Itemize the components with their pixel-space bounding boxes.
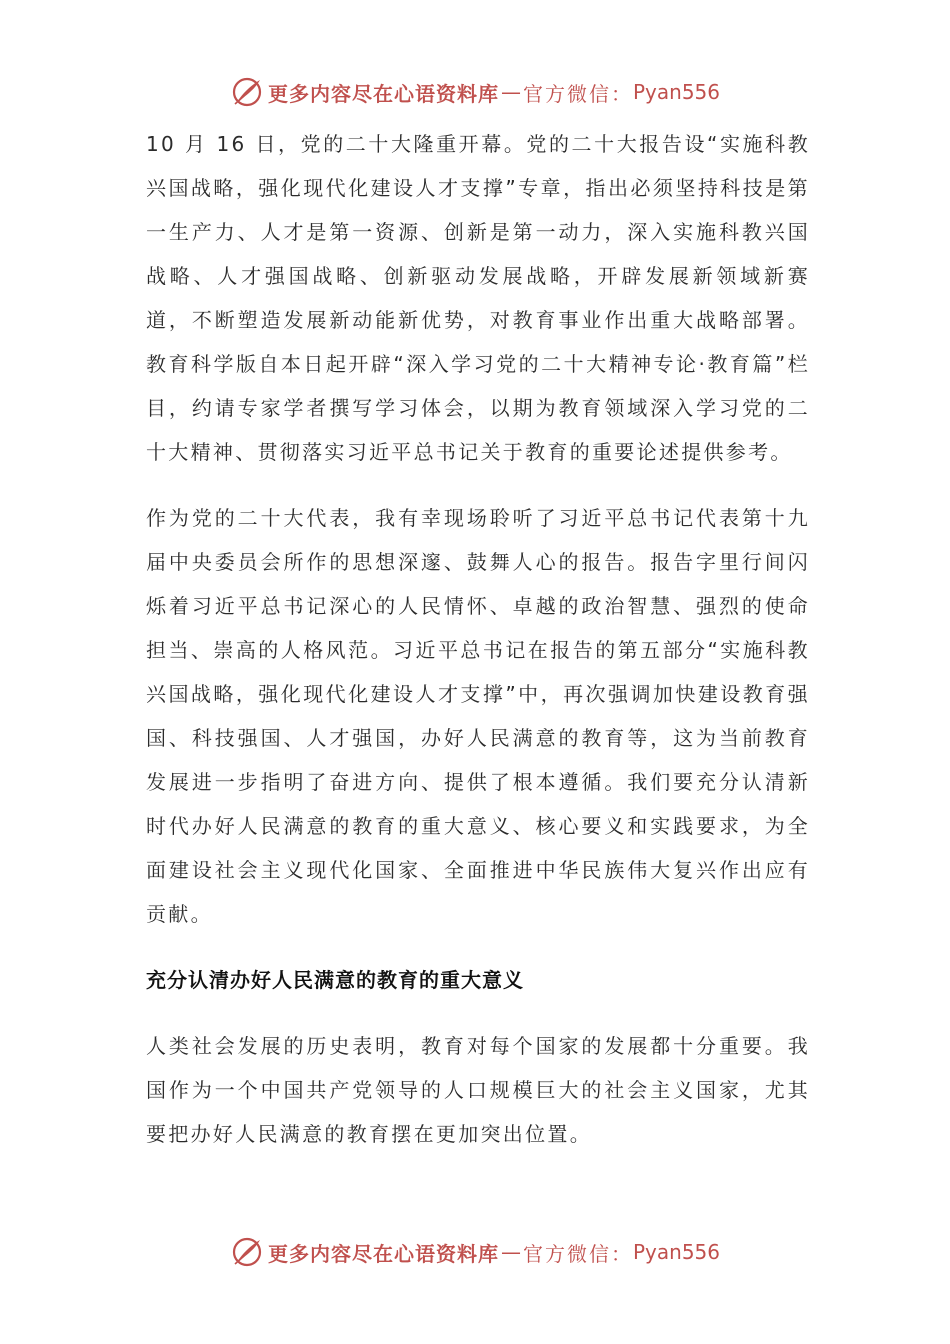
article-paragraph-2: 作为党的二十大代表，我有幸现场聆听了习近平总书记代表第十九届中央委员会所作的思想深邃、鼓舞人心的报告。报告字里行间闪烁着习近平总书记深⼼的人民情怀、卓越的政治智慧、强烈的使命担当、崇高的人格风范。习近平总书记在报告的第五部分“实施科教兴国战略，强化现代化建设人才支撑”中，再次强调加快建设教育强国、科技强国、人才强国，办好人民满意的教育等，这为当前教育发展进一步指明了奋进方向、提供了根本遵循。我们要充分认清新时代办好人民满意的教育的重大意义、核心要义和实践要求，为全面建设社会主义现代化国家、全面推进中华民族伟大复兴作出应有贡献。 — [146, 506, 810, 926]
header-banner — [0, 72, 950, 112]
article-paragraph-1: 10 月 16 日，党的二十大隆重开幕。党的二十大报告设“实施科教兴国战略，强化现代化建设人才支撑”专章，指出必须坚持科技是第一生产力、人才是第一资源、创新是第一动力，深入实施科教兴国战略、人才强国战略、创新驱动发展战略，开辟发展新领域新赛道，不断塑造发展新动能新优势，对教育事业作出重大战略部署。教育科学版自本日起开辟“深入学习党的二十大精神专论·教育篇”栏目，约请专家学者撰写学习体会，以期为教育领域深入学习党的二十大精神、贯彻落实习近平总书记关于教育的重要论述提供参考。 — [146, 132, 810, 464]
banner-contact-label: 官方微信： — [522, 81, 633, 106]
banner-contact-id: Pyan556 — [632, 80, 720, 104]
article-body — [146, 122, 810, 1178]
section-heading: 充分认清办好人民满意的教育的重大意义 — [146, 968, 524, 992]
article-paragraph-3: 人类社会发展的历史表明，教育对每个国家的发展都十分重要。我国作为一个中国共产党领导的人口规模巨大的社会主义国家，尤其要把办好人民满意的教育摆在更加突出位置。 — [146, 1034, 810, 1146]
banner-brand-text: 更多内容尽在心语资料库 — [267, 81, 499, 106]
banner-dash: — — [500, 80, 521, 104]
banner-contact-id: Pyan556 — [632, 1240, 720, 1264]
footer-banner — [0, 1232, 950, 1272]
banner-contact-label: 官方微信： — [522, 1241, 633, 1266]
feather-pen-circle-icon — [230, 1235, 264, 1269]
feather-pen-circle-icon — [230, 75, 264, 109]
banner-dash: — — [500, 1240, 521, 1264]
banner-brand-text: 更多内容尽在心语资料库 — [267, 1241, 499, 1266]
